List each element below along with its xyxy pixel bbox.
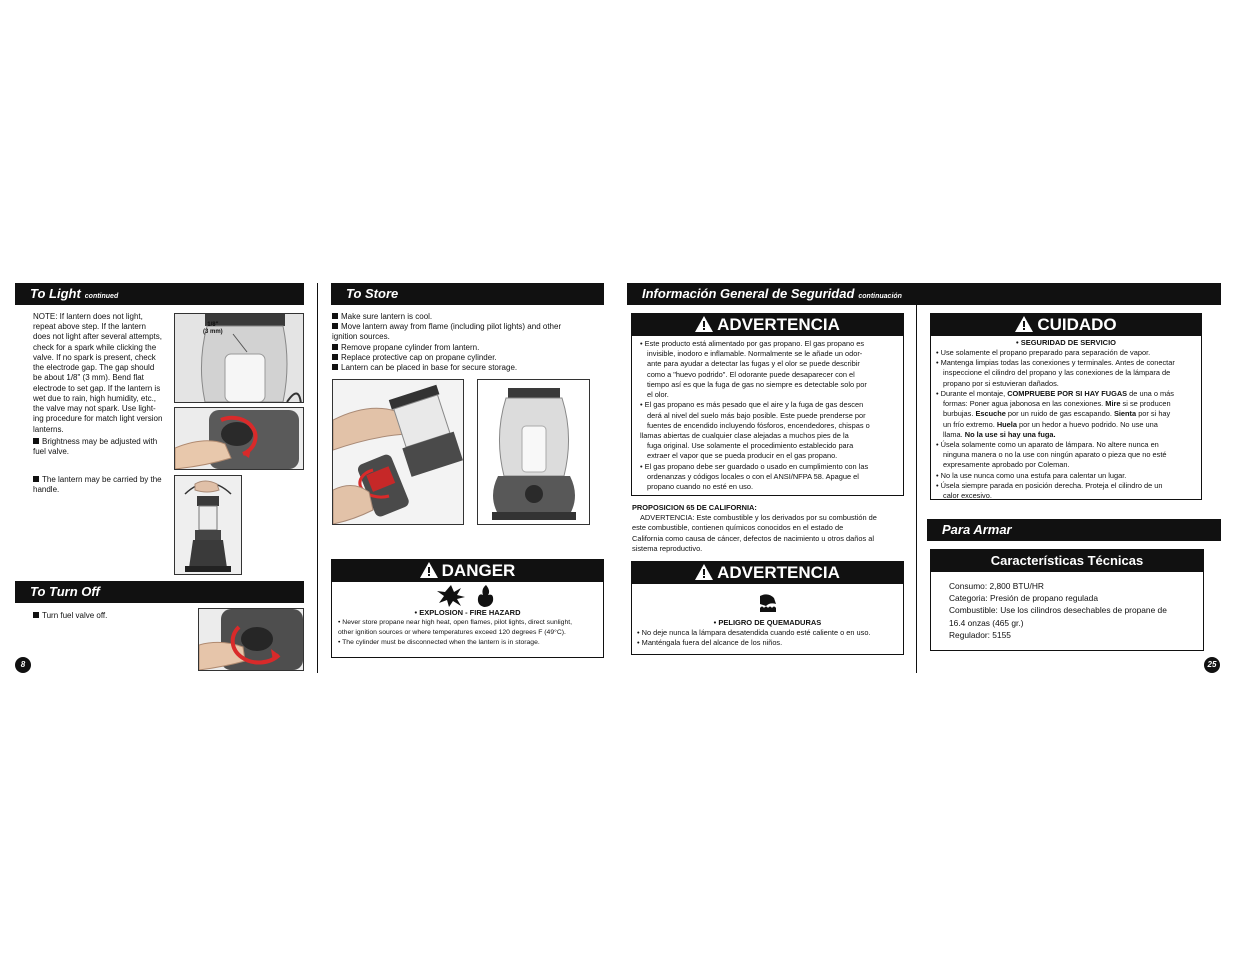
warning-triangle-icon (695, 564, 713, 586)
to-store-title: To Store (346, 286, 399, 301)
note-line: check for a spark while clicking the (33, 342, 157, 352)
electrode-gap-photo (174, 313, 304, 403)
lighting-note (33, 312, 168, 435)
note-line: repeat above step. If the lantern (33, 322, 146, 332)
note-line: the valve may not spark. Use light- (33, 404, 156, 414)
page-number-left: 8 (15, 657, 31, 673)
to-turn-off-title: To Turn Off (30, 584, 100, 599)
advertencia-burn-title: ADVERTENCIA (717, 563, 840, 582)
store-step: Replace protective cap on propane cylinder. (332, 353, 602, 363)
note-line: does not light after several attempts, (33, 332, 162, 342)
para-armar-title: Para Armar (942, 522, 1012, 537)
warning-triangle-icon (420, 562, 438, 584)
store-step: Make sure lantern is cool. (332, 312, 602, 322)
cuidado-subtitle: • SEGURIDAD DE SERVICIO (1015, 338, 1116, 347)
advertencia-burn-text: • No deje nunca la lámpara desatendida cuando esté caliente o en uso. • Manténgala fuera del alcance de los niños. (637, 628, 871, 648)
info-seguridad-title: Información General de Seguridad (642, 286, 855, 301)
turn-off-note: Turn fuel valve off. (33, 611, 183, 621)
note-line: NOTE: If lantern does not light, (33, 312, 143, 321)
gap-label: 1/8" (207, 322, 219, 328)
para-armar-heading (927, 519, 1221, 541)
advertencia-header (632, 314, 903, 336)
store-step: Move lantern away from flame (including pilot lights) and other (332, 322, 602, 332)
note-line: be about 1/8" (3 mm). Bend flat (33, 373, 144, 383)
advertencia-burn-subtitle: • PELIGRO DE QUEMADURAS (713, 618, 822, 627)
prop65-section: PROPOSICION 65 DE CALIFORNIA: ADVERTENCIA: Este combustible y los derivados por su combustión de este combustible, contienen químicos conocidos en el estado de California como causa de cáncer, defectos de nacimiento u otros daños al sistema reproductivo. (632, 503, 907, 554)
store-step: Lantern can be placed in base for secure storage. (332, 363, 602, 373)
danger-box (331, 559, 604, 658)
note-line: wet due to rain, high humidity, etc., (33, 393, 157, 403)
to-light-title: To Light (30, 286, 81, 301)
note-line: the electrode gap. The gap should (33, 363, 155, 373)
to-light-heading (15, 283, 304, 305)
column-divider (317, 283, 318, 673)
brightness-note: Brightness may be adjusted with fuel valve. (33, 437, 158, 457)
advertencia-burn-header (632, 562, 903, 584)
advertencia-box (631, 313, 904, 496)
specs-header (931, 550, 1203, 572)
lantern-in-base-photo (477, 379, 590, 525)
danger-header (332, 560, 603, 582)
gap-label-mm: (3 mm) (203, 329, 223, 336)
bullet-square-icon (33, 476, 39, 482)
info-seguridad-cont: continuación (858, 293, 902, 300)
brightness-knob-photo (174, 407, 304, 470)
bullet-square-icon (33, 438, 39, 444)
carry-note: The lantern may be carried by the handle. (33, 475, 162, 495)
store-step: Remove propane cylinder from lantern. (332, 343, 602, 353)
danger-text: • Never store propane near high heat, open flames, pilot lights, direct sunlight, other ignition sources or where temperatures exceed 120 degrees F (49°C). • The cylinder must be disconnected when the lantern is in storage. (338, 619, 572, 646)
warning-triangle-icon (695, 316, 713, 338)
warning-triangle-icon (1015, 316, 1033, 338)
note-line: ing procedure for match light version (33, 414, 163, 424)
note-line: lanterns. (33, 424, 64, 434)
advertencia-text: • Este producto está alimentado por gas propano. El gas propano es invisible, inodoro e inflamable. Normalmente se le añade un odor- ante para ayudar a detectar las fugas y el olor se puede describir como a "huevo podrido". El odorante puede desaparecer con el tiempo así es que la fuga de gas no siempre es detectable solo por el olor. • El gas propano es más pesado que el aire y la fuga de gas descen derá al nivel del suelo más bajo posible. Este puede prenderse por fuentes de encendido incluyendo fósforos, encendedores, chispas o llamas abiertas de cualquier clase alejadas a muchos pies de la fuga original. Use solamente el procedimiento establecido para extraer el vapor que se pueda producir en el gas propano. • El gas propano debe ser guardado o usado en cumplimiento con las ordenanzas y códigos locales o con el ANSI/NFPA 58. Apague el propano cuando no esté en uso. (640, 339, 870, 492)
store-step-cont: ignition sources. (332, 332, 390, 342)
page-number-right: 25 (1204, 657, 1220, 673)
to-light-continued: continued (84, 293, 119, 300)
advertencia-burn-box (631, 561, 904, 655)
specs-text: Consumo: 2,800 BTU/HR Categoria: Presión de propano regulada Combustible: Use los cilindros desechables de propane de 16.4 onzas (465 gr.) Regulador: 5155 (949, 581, 1167, 640)
prop65-title: PROPOSICION 65 DE CALIFORNIA: (632, 503, 757, 512)
info-seguridad-heading (627, 283, 1221, 305)
advertencia-title: ADVERTENCIA (717, 315, 840, 334)
cuidado-header (931, 314, 1201, 336)
remove-cylinder-photo (332, 379, 464, 525)
bullet-square-icon (332, 344, 338, 350)
carry-handle-photo (174, 475, 242, 575)
cuidado-box (930, 313, 1202, 500)
to-turn-off-heading (15, 581, 304, 603)
cuidado-title: CUIDADO (1037, 315, 1117, 334)
danger-subtitle: • EXPLOSION - FIRE HAZARD (414, 608, 521, 617)
specs-title: Características Técnicas (990, 553, 1144, 568)
turn-off-knob-photo (198, 608, 304, 671)
bullet-square-icon (332, 313, 338, 319)
note-line: electrode to set gap. If the lantern is (33, 383, 161, 393)
bullet-square-icon (332, 354, 338, 360)
specs-box (930, 549, 1204, 651)
danger-title: DANGER (441, 561, 516, 580)
bullet-square-icon (332, 364, 338, 370)
note-line: valve. If no spark is present, check (33, 352, 156, 362)
store-steps (332, 312, 602, 373)
burn-hand-icon (756, 590, 780, 614)
bullet-square-icon (33, 612, 39, 618)
fire-icon (475, 585, 497, 607)
to-store-heading (331, 283, 604, 305)
cuidado-text: • Use solamente el propano preparado para separación de vapor. • Mantenga limpias todas las conexiones y terminales. Antes de conectar inspeccione el cilindro del propano y las conexiones de la lámpara de propano por si estuvieran dañados. • Durante el montaje, COMPRUEBE POR SI HAY FUGAS de una o más formas: Poner agua jabonosa en las conexiones. Mire si se producen burbujas. Escuche por un ruido de gas escapando. Sienta por si hay un frío extremo. Huela por un hedor a huevo podrido. No use una llama. No la use si hay una fuga. • Úsela solamente como un aparato de lámpara. No altere nunca en ninguna manera o no la use con ningún aparato o pieza que no esté expresamente aprobado por Coleman. • No la use nunca como una estufa para calentar un lugar. • Úsela siempre parada en posición derecha. Proteja el cilindro de un calor excesivo. (936, 348, 1175, 501)
bullet-square-icon (332, 323, 338, 329)
column-divider (916, 305, 917, 673)
